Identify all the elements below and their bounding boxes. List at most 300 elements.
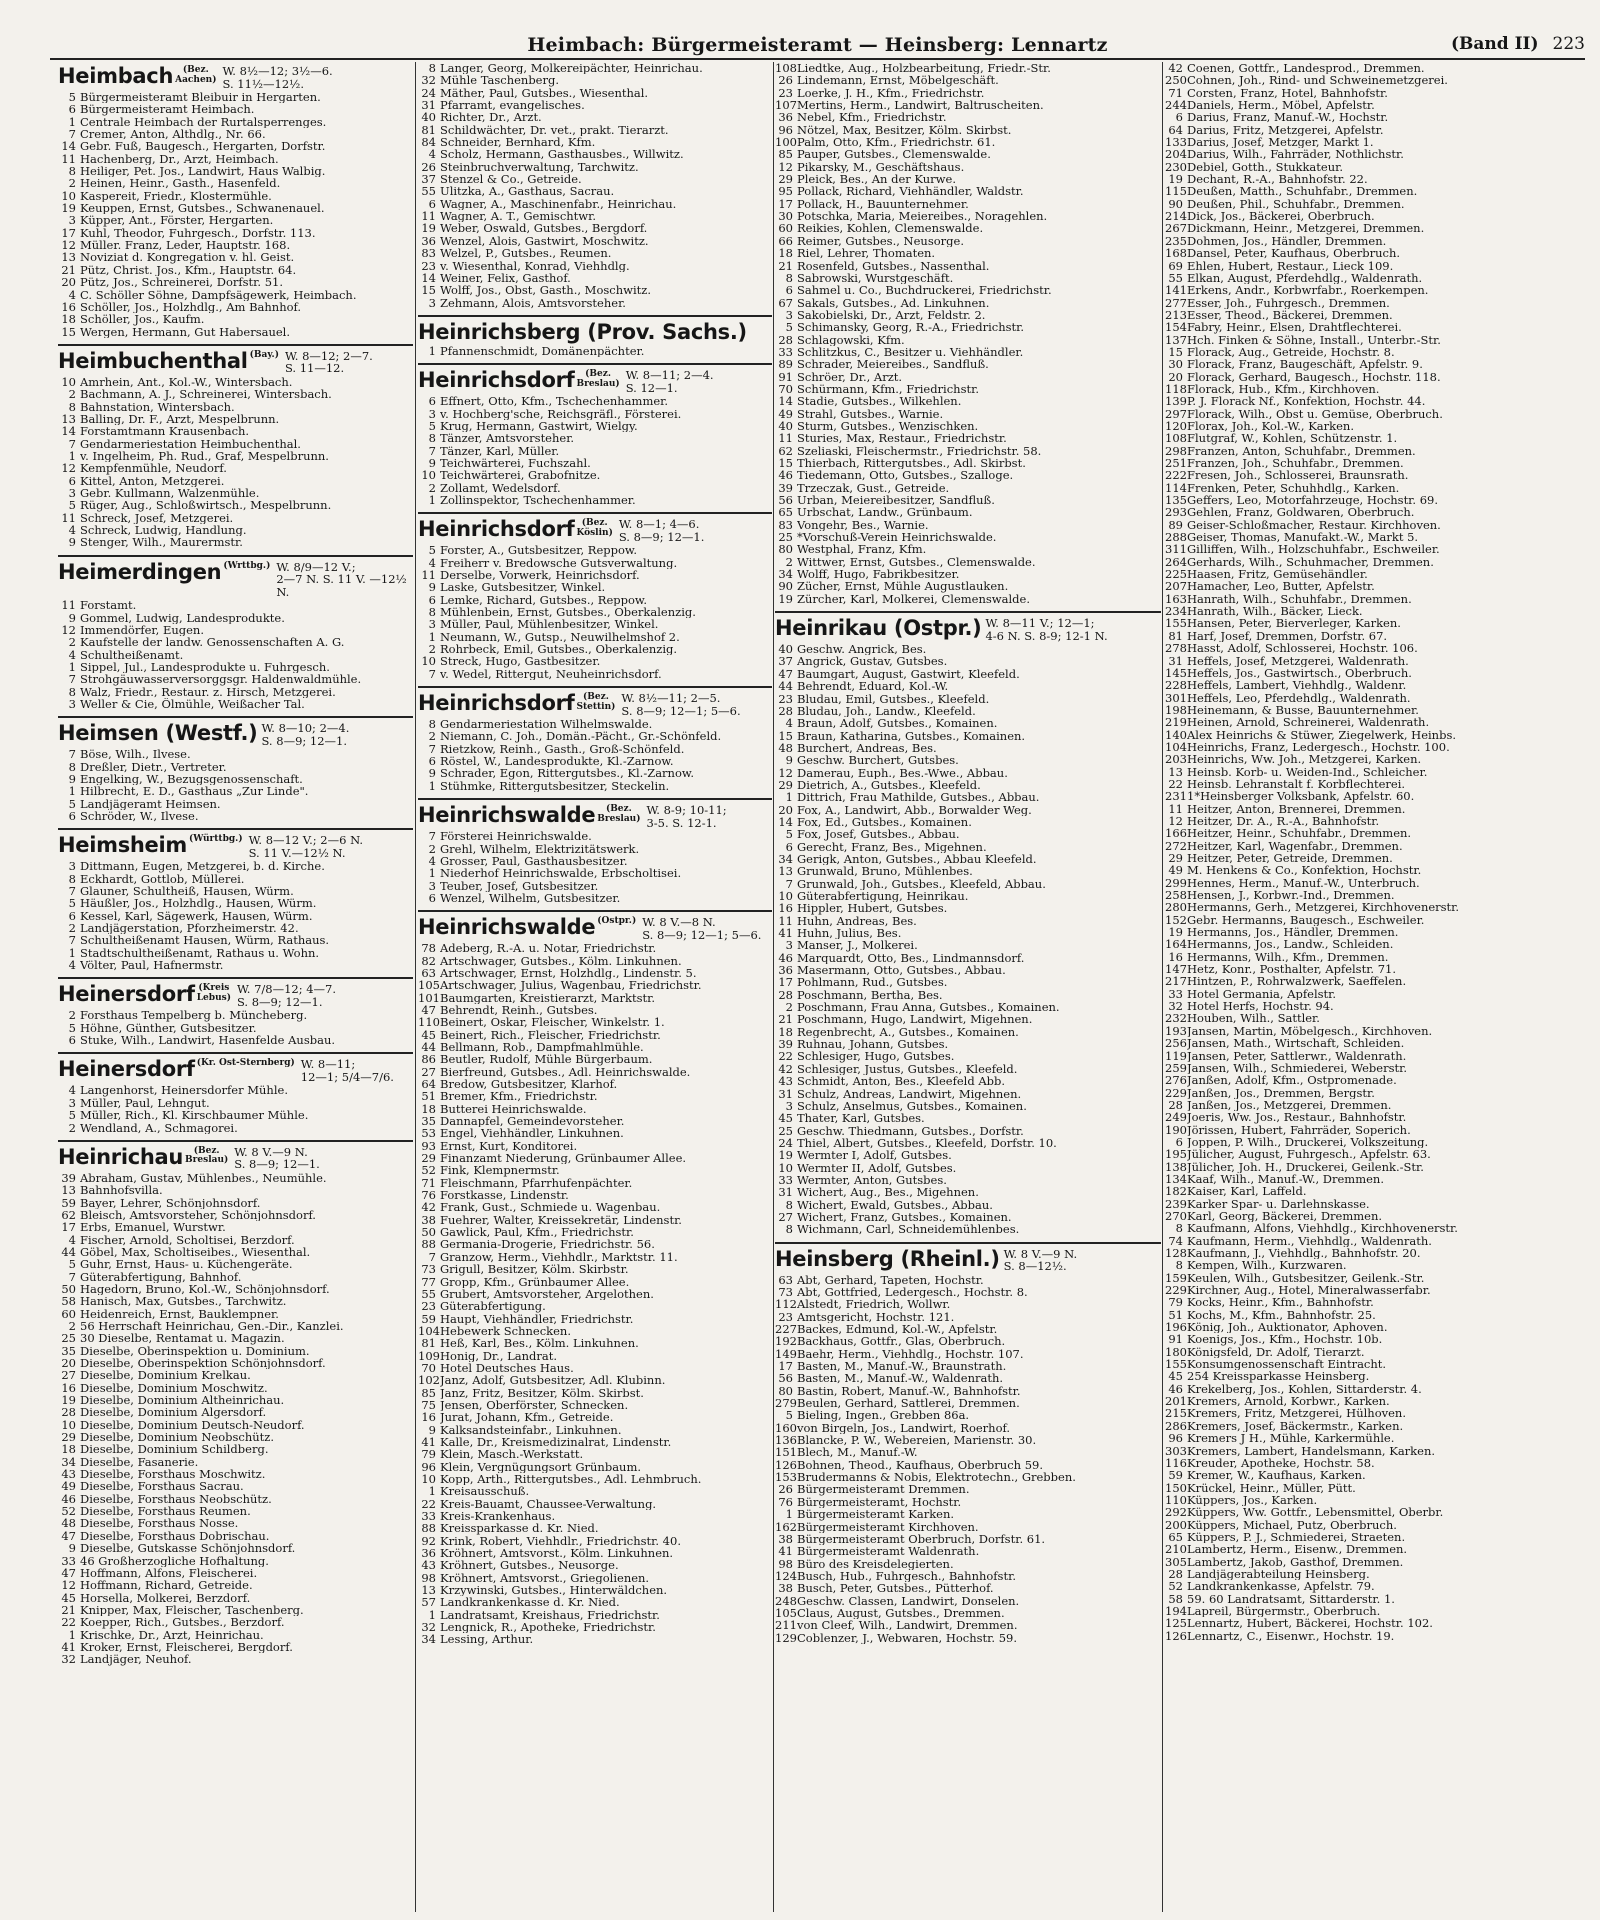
subscriber-name: Dieselbe, Dominium Deutsch-Neudorf. bbox=[80, 1418, 305, 1432]
subscriber-name: Stuke, Wilh., Landwirt, Hasenfelde Ausbau. bbox=[80, 1034, 336, 1047]
listing-entry bbox=[775, 1112, 1161, 1124]
phone-number: 70 bbox=[421, 1361, 436, 1375]
subscriber-name: Röstel, W., Landesprodukte, Kl.-Zarnow. bbox=[440, 755, 674, 768]
subscriber-name: Coblenzer, J., Webwaren, Hochstr. 59. bbox=[797, 1631, 1017, 1644]
subscriber-name: Wenzel, Alois, Gastwirt, Moschwitz. bbox=[440, 234, 649, 248]
listing-entry bbox=[58, 1034, 413, 1046]
listing-entry bbox=[58, 190, 413, 202]
subscriber-name: Poschmann, Hugo, Landwirt, Migehnen. bbox=[797, 1013, 1033, 1026]
phone-number: 13 bbox=[61, 1184, 76, 1197]
listing-entry bbox=[1165, 1407, 1590, 1419]
phone-number: 31 bbox=[421, 99, 436, 112]
listing-entry bbox=[1165, 1148, 1590, 1160]
phone-number: 47 bbox=[61, 1529, 76, 1543]
phone-number: 52 bbox=[61, 1505, 76, 1518]
subscriber-name: Nebel, Kfm., Friedrichstr. bbox=[797, 111, 947, 124]
phone-number: 46 bbox=[1168, 1382, 1183, 1396]
subscriber-name: Lemke, Richard, Gutsbes., Reppow. bbox=[440, 593, 648, 607]
office-hours: W. 8/9—12 V.; 2—7 N. S. 11 V. —12½ N. bbox=[276, 559, 407, 599]
subscriber-name: Forsthaus Tempelberg b. Müncheberg. bbox=[80, 1009, 308, 1022]
subscriber-name: Florack, Gerhard, Baugesch., Hochstr. 118. bbox=[1187, 370, 1441, 383]
phone-number: 2 bbox=[68, 1319, 76, 1333]
phone-number: 48 bbox=[61, 1517, 76, 1530]
subscriber-name: Mühle Taschenberg. bbox=[440, 74, 560, 87]
phone-number: 102 bbox=[418, 1374, 440, 1387]
phone-number: 5 bbox=[68, 1021, 76, 1035]
subscriber-name: Bürgermeisteramt Waldenrath. bbox=[797, 1545, 980, 1558]
phone-number: 11 bbox=[61, 511, 76, 524]
listing-entry bbox=[1165, 408, 1590, 420]
subscriber-name: Bludau, Joh., Landw., Kleefeld. bbox=[797, 704, 976, 718]
listing-entry bbox=[775, 767, 1161, 779]
listing-entry bbox=[58, 885, 413, 897]
subscriber-name: Rietzkow, Reinh., Gasth., Groß-Schönfeld. bbox=[440, 742, 685, 756]
phone-number: 40 bbox=[421, 111, 436, 124]
subscriber-name: Geschw. Thiedmann, Gutsbes., Dorfstr. bbox=[797, 1124, 1024, 1137]
listing-entry bbox=[1165, 1617, 1590, 1629]
subscriber-name: Granzow, Herm., Viehhdlr., Marktstr. 11. bbox=[440, 1250, 678, 1264]
phone-number: 34 bbox=[421, 1633, 436, 1646]
subscriber-name: Gebr. Kullmann, Walzenmühle. bbox=[80, 486, 260, 500]
phone-number: 52 bbox=[421, 1164, 436, 1177]
subscriber-name: Forstkasse, Lindenstr. bbox=[440, 1189, 569, 1202]
phone-number: 14 bbox=[421, 271, 436, 285]
listing-entry bbox=[1165, 99, 1590, 111]
phone-number: 30 bbox=[1168, 358, 1183, 371]
subscriber-name: Gommel, Ludwig, Landesprodukte. bbox=[80, 611, 285, 624]
phone-number: 26 bbox=[421, 160, 436, 174]
listing-entry bbox=[58, 524, 413, 536]
phone-number: 229 bbox=[1165, 1086, 1187, 1099]
phone-number: 14 bbox=[778, 815, 793, 829]
listing-entry bbox=[418, 235, 772, 247]
listing-entry bbox=[1165, 815, 1590, 827]
phone-number: 166 bbox=[1165, 827, 1187, 840]
listing-entry bbox=[1165, 951, 1590, 963]
subscriber-name: Heffels, Lambert, Viehhdlg., Waldenr. bbox=[1187, 679, 1407, 692]
listing-entry bbox=[775, 1446, 1161, 1458]
phone-number: 163 bbox=[1165, 592, 1187, 606]
listing-entry bbox=[775, 222, 1161, 234]
subscriber-name: Heitzer, Karl, Wagenfabr., Dremmen. bbox=[1187, 839, 1403, 852]
listing-entry bbox=[1165, 1630, 1590, 1642]
listing-entry bbox=[775, 1063, 1161, 1075]
subscriber-name: Wendland, A., Schmagorei. bbox=[80, 1121, 238, 1134]
phone-number: 16 bbox=[1168, 950, 1183, 964]
phone-number: 270 bbox=[1165, 1209, 1187, 1223]
listing-entry bbox=[418, 755, 772, 767]
phone-number: 5 bbox=[68, 897, 76, 910]
listing-entry bbox=[58, 1567, 413, 1579]
phone-number: 18 bbox=[778, 247, 793, 260]
listing-entry bbox=[418, 1238, 772, 1250]
subscriber-name: Janz, Adolf, Gutsbesitzer, Adl. Klubinn. bbox=[440, 1374, 666, 1387]
listing-entry bbox=[775, 779, 1161, 791]
listing-entry bbox=[1165, 975, 1590, 987]
subscriber-name: Sabrowski, Wurstgeschäft. bbox=[797, 271, 954, 285]
listing-entry bbox=[58, 276, 413, 288]
subscriber-name: Kaufmann, J., Viehhdlg., Bahnhofstr. 20. bbox=[1187, 1247, 1421, 1260]
phone-number: 29 bbox=[421, 1152, 436, 1165]
listing-entry bbox=[418, 1461, 772, 1473]
subscriber-name: Hanisch, Max, Gutsbes., Tarchwitz. bbox=[80, 1295, 287, 1308]
subscriber-name: Wichert, Franz, Gutsbes., Komainen. bbox=[797, 1210, 1012, 1224]
subscriber-name: Schlesiger, Justus, Gutsbes., Kleefeld. bbox=[797, 1062, 1018, 1076]
phone-number: 51 bbox=[421, 1090, 436, 1103]
phone-number: 22 bbox=[421, 1497, 436, 1511]
phone-number: 5 bbox=[68, 1109, 76, 1122]
phone-number: 138 bbox=[1165, 1160, 1187, 1173]
subscriber-name: Höhne, Günther, Gutsbesitzer. bbox=[80, 1021, 257, 1035]
listing-entry bbox=[1165, 346, 1590, 358]
subscriber-name: Centrale Heimbach der Rurtalsperrenges. bbox=[80, 115, 327, 129]
subscriber-name: Sahmel u. Co., Buchdruckerei, Friedrichstr. bbox=[797, 284, 1052, 297]
subscriber-name: Kocks, Heinr., Kfm., Bahnhofstr. bbox=[1187, 1296, 1374, 1309]
phone-number: 96 bbox=[421, 1460, 436, 1473]
phone-number: 8 bbox=[785, 1198, 793, 1211]
subscriber-name: Behrendt, Reinh., Gutsbes. bbox=[440, 1003, 598, 1017]
subscriber-name: Kroker, Ernst, Fleischerei, Bergdorf. bbox=[80, 1640, 293, 1654]
phone-number: 4 bbox=[68, 648, 76, 661]
subscriber-name: Frank, Gust., Schmiede u. Wagenbau. bbox=[440, 1201, 661, 1214]
phone-number: 196 bbox=[1165, 1321, 1187, 1334]
office-hours: W. 8 V.—8 N. S. 8—9; 12—1; 5—6. bbox=[642, 915, 762, 942]
phone-number: 4 bbox=[428, 148, 436, 161]
phone-number: 32 bbox=[61, 1653, 76, 1666]
listing-entry bbox=[775, 420, 1161, 432]
phone-number: 22 bbox=[1168, 777, 1183, 791]
phone-number: 28 bbox=[61, 1406, 76, 1419]
listing-entry bbox=[1165, 1037, 1590, 1049]
subscriber-name: Dietrich, A., Gutsbes., Kleefeld. bbox=[797, 778, 981, 792]
phone-number: 27 bbox=[61, 1369, 76, 1382]
phone-number: 8 bbox=[68, 760, 76, 773]
subscriber-name: Konsumgenossenschaft Eintracht. bbox=[1187, 1358, 1387, 1371]
listing-entry bbox=[418, 1510, 772, 1522]
phone-number: 162 bbox=[775, 1520, 797, 1533]
phone-number: 125 bbox=[1165, 1617, 1187, 1630]
subscriber-name: Hamacher, Leo, Butter, Apfelstr. bbox=[1187, 580, 1375, 593]
listing-entry bbox=[418, 1016, 772, 1028]
listing-entry bbox=[775, 655, 1161, 667]
listing-entry bbox=[775, 680, 1161, 692]
listing-entry bbox=[775, 816, 1161, 828]
subscriber-name: Alstedt, Friedrich, Wollwr. bbox=[797, 1298, 951, 1311]
listing-entry bbox=[58, 1629, 413, 1641]
listing-entry bbox=[58, 1308, 413, 1320]
listing-entry bbox=[1165, 309, 1590, 321]
listing-entry bbox=[775, 568, 1161, 580]
listing-entry bbox=[418, 1251, 772, 1263]
listing-entry bbox=[58, 116, 413, 128]
phone-number: 64 bbox=[421, 1078, 436, 1091]
listing-entry bbox=[418, 1115, 772, 1127]
phone-number: 7 bbox=[428, 667, 436, 681]
listing-entry bbox=[775, 506, 1161, 518]
place-region: ( Bez. Breslau ) bbox=[576, 370, 619, 389]
listing-entry bbox=[1165, 1580, 1590, 1592]
phone-number: 211 bbox=[775, 1619, 797, 1632]
phone-number: 18 bbox=[61, 1443, 76, 1456]
listing-entry bbox=[418, 655, 772, 667]
phone-number: 10 bbox=[421, 1473, 436, 1486]
phone-number: 29 bbox=[61, 1431, 76, 1444]
phone-number: 76 bbox=[778, 1495, 793, 1509]
listing-entry bbox=[418, 247, 772, 259]
phone-number: 65 bbox=[778, 506, 793, 519]
phone-number: 230 bbox=[1165, 160, 1187, 174]
subscriber-name: Schlesiger, Hugo, Gutsbes. bbox=[797, 1050, 955, 1063]
place-heading bbox=[418, 798, 772, 829]
phone-number: 36 bbox=[421, 234, 436, 248]
listing-entry bbox=[1165, 247, 1590, 259]
listing-entry bbox=[775, 890, 1161, 902]
listing-entry bbox=[775, 1409, 1161, 1421]
subscriber-name: Heiliger, Pet. Jos., Landwirt, Haus Walbig. bbox=[80, 165, 326, 178]
place-heading bbox=[775, 1242, 1161, 1273]
phone-number: 135 bbox=[1165, 494, 1187, 507]
phone-number: 46 bbox=[778, 469, 793, 482]
phone-number: 41 bbox=[421, 1435, 436, 1449]
header-rule bbox=[50, 58, 1585, 60]
phone-number: 89 bbox=[1168, 518, 1183, 532]
phone-number: 80 bbox=[778, 543, 793, 556]
subscriber-name: Abraham, Gustav, Mühlenbes., Neumühle. bbox=[80, 1171, 327, 1185]
listing-entry bbox=[418, 1041, 772, 1053]
subscriber-name: Daniels, Herm., Möbel, Apfelstr. bbox=[1187, 99, 1375, 112]
listing-entry bbox=[418, 955, 772, 967]
phone-number: 104 bbox=[1165, 740, 1187, 754]
subscriber-name: Schimansky, Georg, R.-A., Friedrichstr. bbox=[797, 321, 1025, 334]
phone-number: 6 bbox=[428, 197, 436, 211]
phone-number: 89 bbox=[778, 358, 793, 371]
phone-number: 20 bbox=[61, 276, 76, 289]
phone-number: 15 bbox=[421, 284, 436, 297]
listing-entry bbox=[775, 865, 1161, 877]
listing-entry bbox=[775, 693, 1161, 705]
subscriber-name: Cremer, Anton, Althdlg., Nr. 66. bbox=[80, 128, 266, 141]
phone-number: 159 bbox=[1165, 1271, 1187, 1285]
phone-number: 21 bbox=[778, 259, 793, 272]
listing-entry bbox=[775, 1013, 1161, 1025]
listing-entry bbox=[775, 1298, 1161, 1310]
phone-number: 3 bbox=[785, 308, 793, 322]
subscriber-name: Stadie, Gutsbes., Wilkehlen. bbox=[797, 395, 962, 408]
listing-entry bbox=[1165, 260, 1590, 272]
listing-entry bbox=[418, 594, 772, 606]
subscriber-name: Landjäger, Neuhof. bbox=[80, 1653, 192, 1666]
subscriber-name: Elkan, August, Pferdehdlg., Waldenrath. bbox=[1187, 271, 1423, 285]
listing-entry bbox=[1165, 803, 1590, 815]
listing-entry bbox=[1165, 432, 1590, 444]
subscriber-name: Kröhnert, Amtsvorst., Kölm. Linkuhnen. bbox=[440, 1547, 674, 1560]
listing-entry bbox=[775, 1348, 1161, 1360]
subscriber-name: Janßen, Jos., Metzgerei, Dremmen. bbox=[1187, 1098, 1392, 1112]
phone-number: 8 bbox=[68, 872, 76, 886]
subscriber-name: Butterei Heinrichswalde. bbox=[440, 1102, 587, 1116]
listing-entry bbox=[58, 487, 413, 499]
phone-number: 11 bbox=[778, 914, 793, 928]
place-name: Heimbach bbox=[58, 64, 174, 88]
listing-entry bbox=[418, 1485, 772, 1497]
phone-number: 88 bbox=[421, 1522, 436, 1535]
phone-number: 86 bbox=[421, 1053, 436, 1066]
phone-number: 36 bbox=[778, 111, 793, 124]
listing-entry bbox=[775, 1149, 1161, 1161]
phone-number: 6 bbox=[1175, 1135, 1183, 1149]
phone-number: 15 bbox=[1168, 345, 1183, 359]
phone-number: 258 bbox=[1165, 889, 1187, 902]
phone-number: 35 bbox=[421, 1115, 436, 1128]
subscriber-name: Wichert, Ewald, Gutsbes., Abbau. bbox=[797, 1198, 993, 1211]
listing-entry bbox=[58, 1431, 413, 1443]
phone-number: 44 bbox=[421, 1040, 436, 1054]
listing-entry bbox=[775, 62, 1161, 74]
phone-number: 2 bbox=[785, 1001, 793, 1014]
subscriber-name: Riel, Lehrer, Thomaten. bbox=[797, 247, 936, 260]
phone-number: 7 bbox=[68, 1270, 76, 1283]
phone-number: 249 bbox=[1165, 1111, 1187, 1124]
phone-number: 5 bbox=[428, 419, 436, 433]
place-heading bbox=[418, 512, 772, 543]
phone-number: 57 bbox=[421, 1596, 436, 1609]
phone-number: 21 bbox=[61, 1603, 76, 1617]
listing-entry bbox=[418, 1140, 772, 1152]
phone-number: 18 bbox=[61, 313, 76, 326]
phone-number: 17 bbox=[61, 226, 76, 240]
place-heading bbox=[58, 977, 413, 1008]
listing-entry bbox=[418, 1029, 772, 1041]
listing-entry bbox=[775, 1508, 1161, 1520]
listing-entry bbox=[775, 556, 1161, 568]
listing-entry bbox=[58, 251, 413, 263]
subscriber-name: Alex Heinrichs & Stüwer, Ziegelwerk, Heinbs. bbox=[1187, 728, 1457, 741]
phone-number: 33 bbox=[61, 1554, 76, 1567]
listing-entry bbox=[775, 87, 1161, 99]
subscriber-name: Thiel, Albert, Gutsbes., Kleefeld, Dorfstr. 10. bbox=[797, 1136, 1057, 1150]
listing-entry bbox=[58, 313, 413, 325]
subscriber-name: Dansel, Peter, Kaufhaus, Oberbruch. bbox=[1187, 247, 1401, 260]
listing-entry bbox=[418, 1584, 772, 1596]
subscriber-name: Krekelberg, Jos., Kohlen, Sittarderstr. 4. bbox=[1187, 1382, 1422, 1396]
phone-number: 6 bbox=[68, 909, 76, 923]
subscriber-name: Heinsb. Lehranstalt f. Korbflechterei. bbox=[1187, 777, 1406, 791]
listing-entry bbox=[58, 1443, 413, 1455]
phone-number: 16 bbox=[421, 1411, 436, 1424]
listing-entry bbox=[418, 1362, 772, 1374]
listing-entry bbox=[1165, 543, 1590, 555]
phone-number: 124 bbox=[775, 1569, 797, 1583]
subscriber-name: Stenzel & Co., Getreide. bbox=[440, 173, 582, 186]
listing-entry bbox=[1165, 445, 1590, 457]
phone-number: 71 bbox=[421, 1176, 436, 1190]
subscriber-name: Beinert, Oskar, Fleischer, Winkelstr. 1. bbox=[440, 1016, 665, 1029]
listing-entry bbox=[1165, 877, 1590, 889]
listing-entry bbox=[58, 1221, 413, 1233]
phone-number: 90 bbox=[1168, 197, 1183, 211]
listing-entry bbox=[1165, 1469, 1590, 1481]
listing-entry bbox=[1165, 692, 1590, 704]
subscriber-name: Krink, Robert, Viehhdlr., Friedrichstr. 40. bbox=[440, 1534, 681, 1548]
listing-entry bbox=[1165, 716, 1590, 728]
subscriber-name: Fox, A., Landwirt, Abb., Borwalder Weg. bbox=[797, 803, 1032, 816]
listing-entry bbox=[418, 892, 772, 904]
listing-entry bbox=[775, 1137, 1161, 1149]
subscriber-name: Reikies, Kohlen, Clemenswalde. bbox=[797, 222, 984, 235]
subscriber-name: Thater, Karl, Gutsbes. bbox=[797, 1112, 925, 1125]
listing-entry bbox=[58, 761, 413, 773]
phone-number: 49 bbox=[1168, 864, 1183, 877]
listing-entry bbox=[1165, 778, 1590, 790]
listing-entry bbox=[58, 301, 413, 313]
subscriber-name: Engel, Viehhändler, Linkuhnen. bbox=[440, 1127, 624, 1140]
subscriber-name: Dreßler, Dietr., Vertreter. bbox=[80, 760, 227, 773]
office-hours: W. 7/8—12; 4—7. S. 8—9; 12—1. bbox=[236, 982, 337, 1009]
phone-number: 1 bbox=[428, 344, 436, 358]
phone-number: 28 bbox=[1168, 1567, 1183, 1581]
listing-entry bbox=[1165, 1136, 1590, 1148]
subscriber-name: Wichert, Aug., Bes., Migehnen. bbox=[797, 1186, 979, 1199]
listing-entry bbox=[418, 942, 772, 954]
listing-entry bbox=[58, 1530, 413, 1542]
phone-number: 33 bbox=[421, 1510, 436, 1523]
listing-entry bbox=[1165, 1358, 1590, 1370]
listing-entry bbox=[1165, 1482, 1590, 1494]
phone-number: 20 bbox=[61, 1357, 76, 1370]
subscriber-name: Hanrath, Wilh., Schuhfabr., Dremmen. bbox=[1187, 592, 1412, 606]
listing-entry bbox=[58, 1234, 413, 1246]
subscriber-name: Busch, Peter, Gutsbes., Pütterhof. bbox=[797, 1582, 994, 1595]
listing-entry bbox=[58, 227, 413, 239]
phone-number: 7 bbox=[68, 885, 76, 898]
phone-number: 115 bbox=[1165, 185, 1187, 198]
phone-number: 228 bbox=[1165, 679, 1187, 692]
listing-entry bbox=[775, 1582, 1161, 1594]
listing-entry bbox=[58, 785, 413, 797]
subscriber-name: Hasst, Adolf, Schlosserei, Hochstr. 106. bbox=[1187, 642, 1418, 655]
listing-entry bbox=[1165, 704, 1590, 716]
phone-number: 3 bbox=[68, 214, 76, 227]
phone-number: 193 bbox=[1165, 1024, 1187, 1038]
phone-number: 150 bbox=[1165, 1481, 1187, 1494]
running-title: Heimbach: Bürgermeisteramt — Heinsberg: Lennartz bbox=[527, 34, 1108, 56]
phone-number: 147 bbox=[1165, 963, 1187, 976]
place-heading bbox=[58, 1052, 413, 1083]
listing-entry bbox=[775, 358, 1161, 370]
subscriber-name: Franzen, Anton, Schuhfabr., Dremmen. bbox=[1187, 444, 1416, 457]
phone-number: 52 bbox=[1168, 1580, 1183, 1593]
subscriber-name: Heffels, Jos., Gastwirtsch., Oberbruch. bbox=[1187, 666, 1412, 680]
listing-entry bbox=[418, 99, 772, 111]
subscriber-name: Güterabfertigung, Heinrikau. bbox=[797, 890, 969, 903]
listing-entry bbox=[418, 830, 772, 842]
phone-number: 2 bbox=[68, 636, 76, 649]
phone-number: 227 bbox=[775, 1323, 797, 1336]
phone-number: 288 bbox=[1165, 531, 1187, 544]
phone-number: 93 bbox=[421, 1139, 436, 1153]
subscriber-name: Geiser, Thomas, Manufakt.-W., Markt 5. bbox=[1187, 531, 1419, 544]
subscriber-name: Fox, Ed., Gutsbes., Komainen. bbox=[797, 815, 972, 829]
subscriber-name: Schöller, Jos., Kaufm. bbox=[80, 313, 205, 326]
subscriber-name: Dieselbe, Dominium Krelkau. bbox=[80, 1369, 251, 1382]
phone-number: 37 bbox=[778, 655, 793, 668]
subscriber-name: Langenhorst, Heinersdorfer Mühle. bbox=[80, 1084, 288, 1097]
subscriber-name: Sakobielski, Dr., Arzt, Feldstr. 2. bbox=[797, 308, 986, 322]
listing-entry bbox=[1165, 1198, 1590, 1210]
subscriber-name: Janßen, Jos., Dremmen, Bergstr. bbox=[1187, 1086, 1375, 1099]
subscriber-name: Dieselbe, Forsthaus Nosse. bbox=[80, 1517, 239, 1530]
place-heading bbox=[58, 344, 413, 375]
